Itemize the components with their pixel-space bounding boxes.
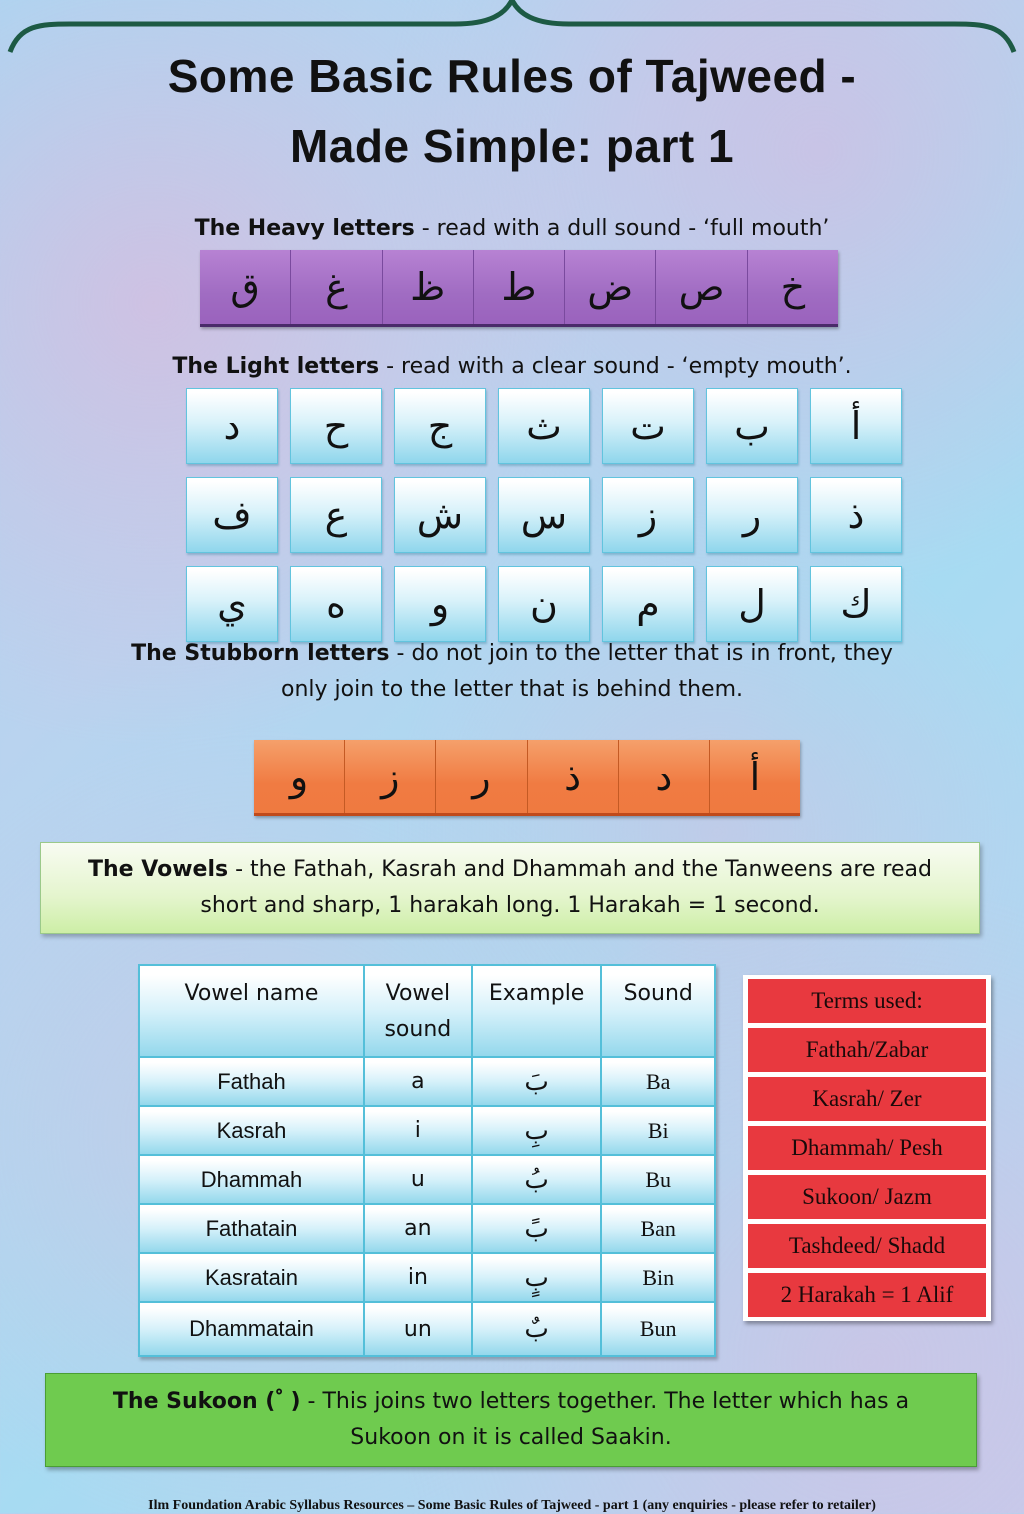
- term-item: Tashdeed/ Shadd: [748, 1224, 986, 1268]
- stubborn-letters-label: The Stubborn letters: [131, 641, 390, 666]
- vowel-sound-cell: a: [364, 1057, 472, 1106]
- example-cell: بً: [472, 1204, 602, 1253]
- header-vowel-sound: Vowel sound: [364, 965, 472, 1057]
- sound-cell: Bun: [601, 1302, 715, 1356]
- light-letter: ح: [290, 388, 382, 464]
- term-item: Dhammah/ Pesh: [748, 1126, 986, 1170]
- vowel-name-cell: Fathah: [139, 1057, 364, 1106]
- example-cell: بُ: [472, 1155, 602, 1204]
- light-letters-label: The Light letters: [172, 354, 380, 379]
- example-cell: بٌ: [472, 1302, 602, 1356]
- vowels-label: The Vowels: [88, 857, 229, 882]
- light-letter: ش: [394, 477, 486, 553]
- heavy-letters-caption: [0, 211, 1024, 247]
- vowel-name-cell: Dhammah: [139, 1155, 364, 1204]
- vowel-name-cell: Kasrah: [139, 1106, 364, 1155]
- light-letters-caption: [0, 349, 1024, 385]
- vowel-sound-cell: an: [364, 1204, 472, 1253]
- page-title-line-2: Made Simple: part 1: [289, 120, 735, 172]
- light-letter: ي: [186, 566, 278, 642]
- terms-used-panel: [743, 975, 991, 1321]
- vowel-sound-cell: un: [364, 1302, 472, 1356]
- light-letter: د: [186, 388, 278, 464]
- light-letter: ع: [290, 477, 382, 553]
- term-item: 2 Harakah = 1 Alif: [748, 1273, 986, 1317]
- light-letter: ث: [498, 388, 590, 464]
- sukoon-label: The Sukoon ( ْ ): [112, 1389, 301, 1414]
- light-letter: س: [498, 477, 590, 553]
- footer-credit: Ilm Foundation Arabic Syllabus Resources – Some Basic Rules of Tajweed - part 1 (any enquiries - please refer to retailer): [148, 1498, 876, 1513]
- heavy-letters-desc: - read with a dull sound - ‘full mouth’: [414, 216, 830, 241]
- heavy-letter: ص: [656, 250, 747, 324]
- sound-cell: Ban: [601, 1204, 715, 1253]
- light-letter: ت: [602, 388, 694, 464]
- heavy-letter: ظ: [383, 250, 474, 324]
- example-cell: بَ: [472, 1057, 602, 1106]
- sound-cell: Bi: [601, 1106, 715, 1155]
- light-letter: ر: [706, 477, 798, 553]
- stubborn-letters-caption-line-2: only join to the letter that is behind them.: [280, 677, 744, 702]
- heavy-letter: ط: [474, 250, 565, 324]
- vowel-sound-cell: i: [364, 1106, 472, 1155]
- heavy-letters-label: The Heavy letters: [194, 216, 415, 241]
- stubborn-letters-strip: [254, 740, 800, 816]
- sukoon-info-box: [45, 1373, 977, 1467]
- sukoon-line-1: [46, 1384, 976, 1420]
- vowel-sound-cell: in: [364, 1253, 472, 1302]
- sukoon-desc-1: - This joins two letters together. The letter which has a: [300, 1389, 910, 1414]
- light-letter: ن: [498, 566, 590, 642]
- vowel-table: [138, 964, 716, 1357]
- heavy-letters-strip: [200, 250, 838, 327]
- header-sound: Sound: [601, 965, 715, 1057]
- vowels-desc-1: - the Fathah, Kasrah and Dhammah and the Tanweens are read: [228, 857, 932, 882]
- vowels-info-box: [40, 842, 980, 934]
- light-letter: ل: [706, 566, 798, 642]
- vowel-table-header: [139, 965, 715, 1057]
- vowels-line-1: [41, 852, 979, 888]
- table-row: [139, 1204, 715, 1253]
- vowel-sound-cell: u: [364, 1155, 472, 1204]
- heavy-letter: ق: [200, 250, 291, 324]
- stubborn-letter: أ: [710, 740, 800, 813]
- sound-cell: Bu: [601, 1155, 715, 1204]
- vowel-name-cell: Fathatain: [139, 1204, 364, 1253]
- terms-heading: Terms used:: [748, 979, 986, 1023]
- light-letter: ف: [186, 477, 278, 553]
- heavy-letter: ض: [565, 250, 656, 324]
- light-letter: ز: [602, 477, 694, 553]
- term-item: Sukoon/ Jazm: [748, 1175, 986, 1219]
- light-letter: أ: [810, 388, 902, 464]
- stubborn-letter: ز: [345, 740, 436, 813]
- example-cell: بِ: [472, 1106, 602, 1155]
- term-item: Kasrah/ Zer: [748, 1077, 986, 1121]
- light-letters-grid: [186, 388, 904, 642]
- light-letter: ج: [394, 388, 486, 464]
- vowel-name-cell: Kasratain: [139, 1253, 364, 1302]
- table-row: [139, 1057, 715, 1106]
- stubborn-letter: و: [254, 740, 345, 813]
- vowel-name-cell: Dhammatain: [139, 1302, 364, 1356]
- table-row: [139, 1253, 715, 1302]
- term-item: Fathah/Zabar: [748, 1028, 986, 1072]
- sound-cell: Ba: [601, 1057, 715, 1106]
- stubborn-letter: ر: [436, 740, 527, 813]
- page-title-line-1: Some Basic Rules of Tajweed -: [167, 50, 857, 102]
- table-row: [139, 1106, 715, 1155]
- stubborn-letters-desc-1: - do not join to the letter that is in front, they: [389, 641, 893, 666]
- light-letter: ك: [810, 566, 902, 642]
- light-letter: م: [602, 566, 694, 642]
- vowels-line-2: short and sharp, 1 harakah long. 1 Harakah = 1 second.: [200, 893, 820, 918]
- light-letter: ه: [290, 566, 382, 642]
- heavy-letter: غ: [291, 250, 382, 324]
- table-row: [139, 1302, 715, 1356]
- light-letter: و: [394, 566, 486, 642]
- header-vowel-name: Vowel name: [139, 965, 364, 1057]
- light-letter: ذ: [810, 477, 902, 553]
- heavy-letter: خ: [748, 250, 838, 324]
- table-row: [139, 1155, 715, 1204]
- sound-cell: Bin: [601, 1253, 715, 1302]
- sukoon-line-2: Sukoon on it is called Saakin.: [350, 1425, 672, 1450]
- light-letters-desc: - read with a clear sound - ‘empty mouth’.: [379, 354, 852, 379]
- stubborn-letters-caption-line-1: [0, 636, 1024, 672]
- stubborn-letter: د: [619, 740, 710, 813]
- example-cell: بٍ: [472, 1253, 602, 1302]
- stubborn-letter: ذ: [528, 740, 619, 813]
- header-example: Example: [472, 965, 602, 1057]
- light-letter: ب: [706, 388, 798, 464]
